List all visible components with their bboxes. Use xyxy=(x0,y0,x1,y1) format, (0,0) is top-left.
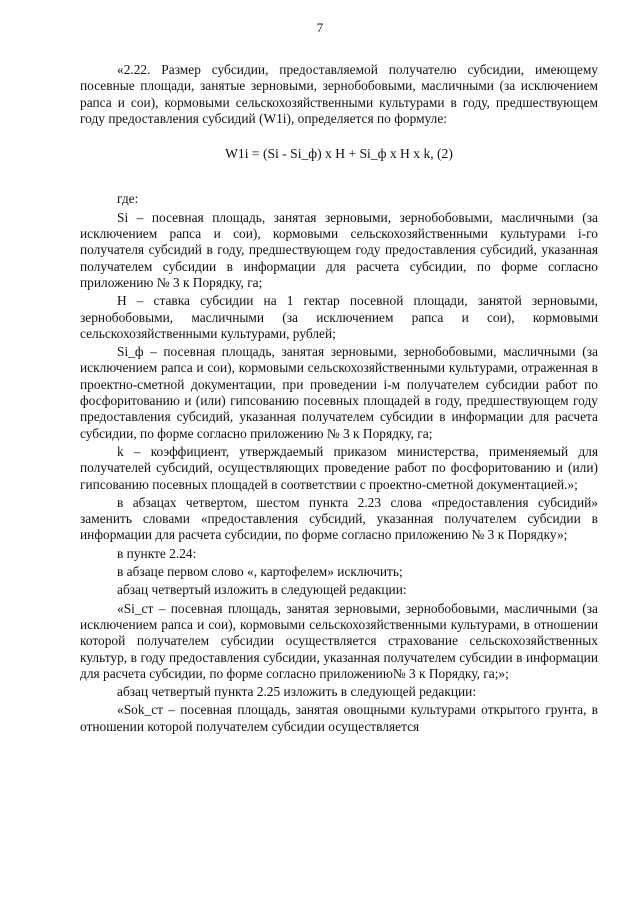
paragraph-2-25: абзац четвертый пункта 2.25 изложить в следующей редакции: xyxy=(117,684,477,700)
document-body xyxy=(80,62,598,735)
paragraph-def-si-f: Si_ф – посевная площадь, занятая зерновыми, зернобобовыми, масличными (за исключением рапса и сои), кормовыми сельскохозяйственными культурами, отраженная в проектно-сметной документации, при проведении i-м получателем субсидии работ по фосфоритованию и (или) гипсованию посевных площадей в году, предшествующем году предоставления субсидий, указанная получателем субсидии в информации для расчета субсидии, по форме согласно приложению № 3 к Порядку, га; xyxy=(80,344,598,441)
paragraph-fourth-abzac: абзац четвертый изложить в следующей редакции: xyxy=(117,582,407,598)
formula: W1i = (Si - Si_ф) x H + Si_ф x H x k, (2) xyxy=(225,146,453,162)
paragraph-def-sok-st: «Sok_ст – посевная площадь, занятая овощными культурами открытого грунта, в отношении которой получателем субсидии осуществляется xyxy=(80,702,598,734)
paragraph-first-abzac: в абзаце первом слово «, картофелем» исключить; xyxy=(117,564,403,580)
paragraph-def-si-st: «Si_ст – посевная площадь, занятая зерновыми, зернобобовыми, масличными (за исключением рапса и сои), кормовыми сельскохозяйственными культурами, в отношении которой получателем субсидии осуществляется страхование сельскохозяйственных культур, в году предоставления субсидии, указанная получателем субсидии в информации для расчета субсидии, по форме согласно приложению№ 3 к Порядку, га;»; xyxy=(80,600,598,681)
page-number: 7 xyxy=(316,20,324,35)
paragraph-where: где: xyxy=(117,191,139,207)
paragraph-2-24: в пункте 2.24: xyxy=(117,545,197,561)
paragraph-def-si: Si – посевная площадь, занятая зерновыми, зернобобовыми, масличными (за исключением рапса и сои), кормовыми сельскохозяйственными культурами i-го получателя субсидий в году, предшествующем году предоставления субсидий, указанная получателем субсидии в информации для расчета субсидии, по форме согласно приложению № 3 к Порядку, га; xyxy=(80,209,598,290)
paragraph-def-h: Н – ставка субсидии на 1 гектар посевной площади, занятой зерновыми, зернобобовыми, масличными (за исключением рапса и сои), кормовыми сельскохозяйственными культурами, рублей; xyxy=(80,293,598,341)
paragraph-def-k: k – коэффициент, утверждаемый приказом министерства, применяемый для получателей субсидий, осуществляющих проведение работ по фосфоритованию и (или) гипсованию посевных площадей в соответствии с проектно-сметной документацией.»; xyxy=(80,443,598,492)
paragraph-2-23: в абзацах четвертом, шестом пункта 2.23 слова «предоставления субсидий» заменить словами «предоставления субсидий, указанная получателем субсидии в информации для расчета субсидии, по форме согласно приложению № 3 к Порядку»; xyxy=(80,494,598,543)
paragraph-2-22: «2.22. Размер субсидии, предоставляемой получателю субсидии, имеющему посевные площади, занятые зерновыми, зернобобовыми, масличными (за исключением рапса и сои), кормовыми сельскохозяйственными культурами в году, предшествующем году предоставления субсидий (W1i), определяется по формуле: xyxy=(80,62,598,126)
